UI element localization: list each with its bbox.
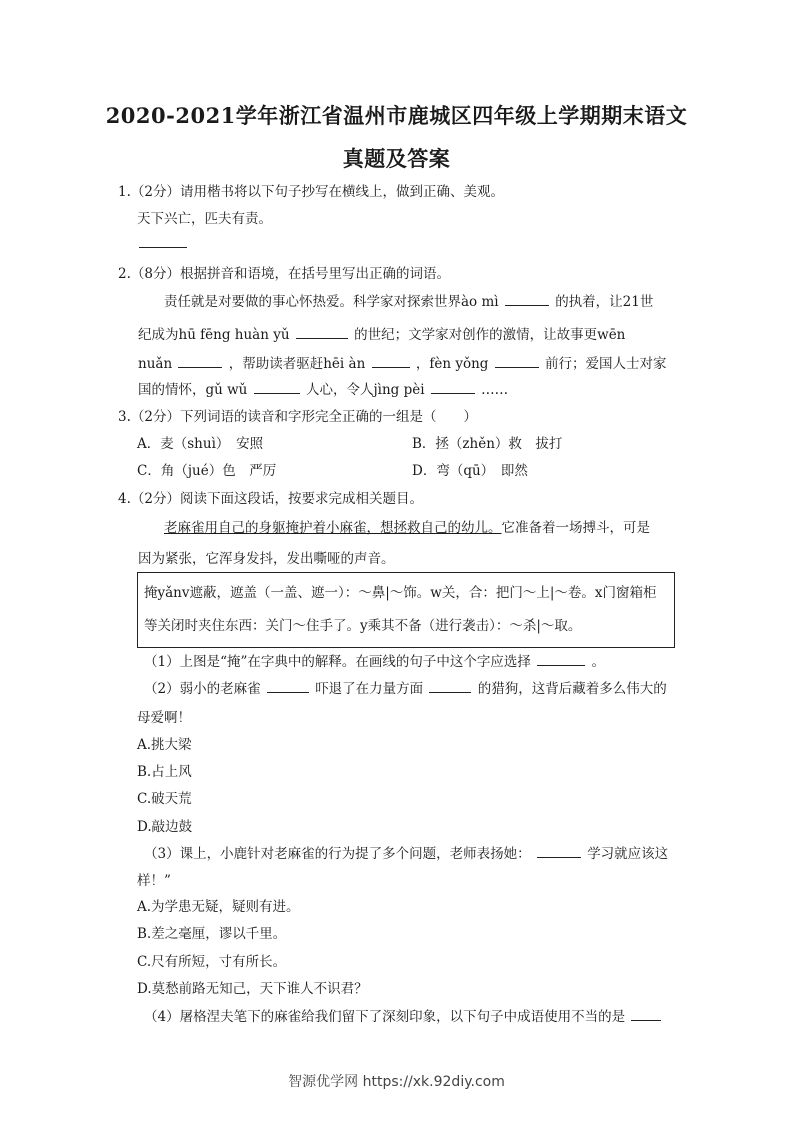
q2-blank-wennuan[interactable]	[178, 353, 222, 368]
doc-title-line1: 2020-2021学年浙江省温州市鹿城区四年级上学期期末语文	[105, 103, 688, 128]
q1-answer-blank[interactable]	[137, 233, 189, 252]
q2-paragraph-line3	[138, 352, 667, 372]
q4-sub3-option-d[interactable]: D.莫愁前路无知己，天下谁人不识君？	[137, 981, 368, 997]
q4-sub2-option-b[interactable]: B.占上风	[137, 764, 192, 780]
q3-option-a[interactable]	[137, 432, 263, 452]
q4-sub2-text: 的猎狗，这背后藏着多么伟大的	[477, 681, 667, 697]
q3-option-d-text: （qū） 即然	[449, 463, 528, 479]
q4-sub3-text: 学习就应该这	[587, 846, 669, 862]
q2-text: 的执着，让21世	[555, 294, 654, 310]
footer-watermark[interactable]: 智源优学网 https://xk.92diy.com	[288, 1074, 505, 1090]
q4-passage-line1	[164, 516, 650, 536]
q2-blank-hufenghuanyu[interactable]	[296, 324, 348, 339]
q4-sub2-option-a[interactable]: A.挑大梁	[137, 737, 192, 753]
q4-passage-text: 它准备着一场搏斗，可是	[501, 520, 650, 536]
q4-sub4-blank[interactable]	[631, 1006, 661, 1021]
q2-text: 前行；爱国人士对家	[545, 356, 667, 372]
q2-paragraph-line2	[138, 323, 625, 343]
q3-option-a-text: （shuì） 安照	[173, 436, 264, 452]
q2-text: 国的情怀，gǔ wǔ	[138, 382, 248, 398]
q3-option-b[interactable]	[412, 432, 562, 452]
q4-sub2-blank2[interactable]	[429, 678, 471, 693]
q1-stem: 1.（2分）请用楷书将以下句子抄写在横线上，做到正确、美观。	[118, 184, 504, 200]
q2-blank-fenyong[interactable]	[495, 353, 539, 368]
q2-text: ，帮助读者驱赶hēi àn	[228, 356, 366, 372]
q3-option-a-text: A．麦	[137, 436, 174, 452]
q4-sub2	[144, 677, 667, 697]
q2-stem: 2.（8分）根据拼音和语境，在括号里写出正确的词语。	[118, 266, 450, 282]
dictionary-entry-box	[137, 572, 675, 648]
dictionary-entry-line1: 掩yǎnv遮蔽，遮盖（一盖、遮一）：～鼻|～饰。w关，合：把门～上|～卷。x门窗箱柜	[144, 585, 657, 601]
q2-text: 责任就是对要做的事心怀热爱。科学家对探索世界ào mì	[164, 294, 499, 310]
q2-text: ，fèn yǒng	[415, 356, 489, 372]
q3-option-b-text: B．拯	[412, 436, 449, 452]
q4-sub1-end: 。	[591, 654, 605, 670]
q4-sub2-option-c[interactable]: C.破天荒	[137, 791, 192, 807]
q4-sub3-text: （3）课上，小鹿针对老麻雀的行为提了多个问题，老师表扬她：	[144, 846, 531, 862]
q2-text: nuǎn	[138, 356, 173, 372]
q4-sub3-line2: 样！”	[137, 873, 171, 889]
q4-sub2-text: （2）弱小的老麻雀	[144, 681, 261, 697]
q3-stem: 3.（2分）下列词语的读音和字形完全正确的一组是（ ）	[118, 409, 477, 425]
doc-title-line2: 真题及答案	[342, 146, 451, 171]
q4-sub3-option-b[interactable]: B.差之毫厘，谬以千里。	[137, 926, 287, 942]
q3-option-c[interactable]: C．角（jué）色 严厉	[137, 463, 277, 479]
q4-sub1-blank[interactable]	[537, 651, 585, 666]
q4-sub4	[144, 1005, 663, 1025]
q4-sub3-blank[interactable]	[537, 843, 581, 858]
q4-stem: 4.（2分）阅读下面这段话，按要求完成相关题目。	[118, 491, 423, 507]
q2-text: 人心，令人jìng pèi	[305, 382, 425, 398]
q3-option-b-text: （zhěn）救 拔打	[448, 436, 563, 452]
q4-sub3	[144, 842, 668, 862]
q2-text: ……	[481, 382, 509, 398]
q2-text: 的世纪；文学家对创作的激情，让故事更wēn	[354, 327, 626, 343]
q3-option-d[interactable]	[412, 459, 528, 479]
q3-option-d-text: D．弯	[412, 463, 450, 479]
q1-sentence: 天下兴亡，匹夫有责。	[137, 211, 272, 227]
q4-sub4-text: （4）屠格涅夫笔下的麻雀给我们留下了深刻印象，以下句子中成语使用不当的是	[144, 1009, 626, 1025]
q2-blank-heian[interactable]	[372, 353, 410, 368]
q2-blank-jingpei[interactable]	[431, 379, 475, 394]
q4-sub1-text: （1）上图是“掩”在字典中的解释。在画线的句子中这个字应选择	[144, 654, 531, 670]
q4-sub3-option-a[interactable]: A.为学患无疑，疑则有进。	[137, 899, 300, 915]
q4-sub2-text: 吓退了在力量方面	[315, 681, 424, 697]
q2-paragraph-line4	[138, 378, 508, 398]
dictionary-entry-line2: 等关闭时夹住东西：关门～住手了。y乘其不备（进行袭击）：～杀|～取。	[144, 618, 582, 634]
q2-text: 纪成为hū fēng huàn yǔ	[138, 327, 290, 343]
q4-passage-line2: 因为紧张，它浑身发抖，发出嘶哑的声音。	[138, 551, 395, 567]
q4-sub3-option-c[interactable]: C.尺有所短，寸有所长。	[137, 954, 287, 970]
q2-blank-guwu[interactable]	[254, 379, 300, 394]
q4-sub2-blank1[interactable]	[267, 678, 309, 693]
q4-underlined-sentence: 老麻雀用自己的身躯掩护着小麻雀，想拯救自己的幼儿。	[164, 520, 502, 536]
q4-sub1	[144, 650, 605, 670]
q4-sub2-line2: 母爱啊！	[137, 710, 191, 726]
q2-paragraph-line1	[164, 290, 653, 310]
q2-blank-aomi[interactable]	[505, 291, 549, 306]
q4-sub2-option-d[interactable]: D.敲边鼓	[137, 819, 193, 835]
